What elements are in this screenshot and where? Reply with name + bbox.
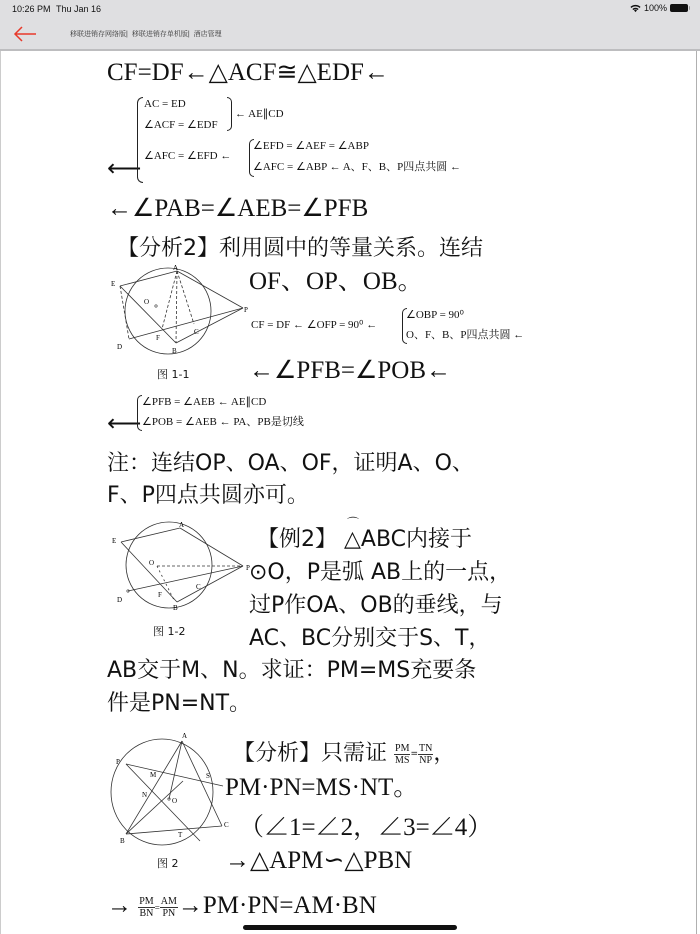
svg-text:C: C — [196, 583, 201, 591]
arrow-left-long: ⟵ — [107, 156, 142, 182]
note-line-1: 注：连结OP、OA、OF，证明A、O、 — [107, 451, 474, 476]
analysis-line-4: →△APM∽△PBN — [225, 847, 413, 874]
example2-line-1: 【例2】 △ABC内接于 — [257, 527, 473, 552]
eq-pob-aeb: ∠POB = ∠AEB ← PA、PB是切线 — [142, 416, 304, 428]
brace-left — [137, 97, 143, 183]
svg-text:C: C — [224, 821, 229, 829]
svg-text:E: E — [111, 280, 116, 288]
svg-text:P: P — [246, 564, 250, 572]
svg-text:O: O — [149, 559, 155, 567]
figure-1-2 — [106, 516, 251, 616]
svg-text:M: M — [150, 771, 157, 779]
figure-1-1 — [106, 264, 251, 359]
frac-den: MS — [395, 754, 410, 766]
svg-text:P: P — [116, 758, 120, 766]
line-pab: ←∠PAB=∠AEB=∠PFB — [107, 195, 369, 222]
frac-num: TN — [419, 742, 433, 754]
eq-cf-df-ofp: CF = DF ← ∠OFP = 90⁰ ← — [251, 319, 378, 331]
svg-text:A: A — [182, 732, 188, 740]
analysis-line-1: 【分析】只需证 $\frac{PM}{MS}$ = $\frac{TN}{NP}$ ， — [233, 741, 456, 766]
nav-link-standalone-edition[interactable]: 移联进销存单机版| — [131, 31, 190, 38]
eq-efd-aef-abp: ∠EFD = ∠AEF = ∠ABP — [253, 140, 369, 152]
analysis-line-3: （∠1=∠2，∠3=∠4） — [239, 814, 493, 841]
frac-num: AM — [160, 895, 177, 907]
frac-den: BN — [139, 907, 154, 919]
nav-bar — [0, 18, 700, 51]
status-date: Thu Jan 16 — [56, 4, 102, 14]
home-indicator[interactable] — [243, 925, 457, 930]
eq-acf-edf: ∠ACF = ∠EDF — [144, 119, 218, 131]
svg-text:O: O — [144, 298, 150, 306]
frac-num: PM — [395, 742, 410, 754]
example2-line-3: 过P作OA、OB的垂线，与 — [249, 593, 503, 618]
analysis-line-2: PM·PN=MS·NT。 — [225, 774, 419, 801]
line-pfb-pob: ←∠PFB=∠POB← — [249, 357, 452, 384]
comma: ， — [433, 741, 456, 766]
arrow-left-long-2: ⟵ — [107, 411, 142, 437]
scrollbar-thumb[interactable] — [696, 255, 697, 347]
svg-text:N: N — [142, 791, 148, 799]
svg-text:C: C — [194, 328, 199, 336]
fraction-pm-bn — [138, 896, 154, 919]
final-line: → $\frac{PM}{BN}$ = $\frac{AM}{PN}$ →PM·PN=AM·BN — [107, 892, 377, 919]
svg-text:F: F — [158, 591, 162, 599]
eq-ac-ed: AC = ED — [144, 98, 186, 110]
eq-ofbp-concyclic: O、F、B、P四点共圆 ← — [406, 329, 525, 341]
svg-text:A: A — [173, 264, 179, 272]
eq-afc-abp: ∠AFC = ∠ABP ← A、F、B、P四点共圆 ← — [253, 161, 461, 173]
fraction-tn-np — [418, 743, 433, 766]
nav-links — [70, 29, 222, 39]
frac-den: PN — [162, 907, 176, 919]
status-time: 10:26 PM — [12, 4, 51, 14]
brace-right — [227, 97, 232, 131]
nav-link-hotel-management[interactable]: 酒店管理 — [193, 31, 222, 38]
document-view[interactable] — [0, 51, 697, 934]
status-bar — [0, 0, 700, 18]
analysis2-continued: OF、OP、OB。 — [249, 268, 423, 295]
result-pm-pn-am-bn: →PM·PN=AM·BN — [177, 892, 377, 919]
arrow-left-icon — [12, 24, 38, 44]
figure-1-1-caption: 图 1-1 — [157, 368, 190, 381]
svg-text:T: T — [178, 831, 183, 839]
frac-den: NP — [419, 754, 433, 766]
back-button[interactable] — [12, 24, 38, 44]
wifi-icon — [630, 4, 641, 13]
line-cf-df: CF=DF←△ACF≅△EDF← — [107, 59, 389, 86]
fraction-am-pn — [160, 896, 178, 919]
svg-text:O: O — [172, 797, 178, 805]
frac-num: PM — [139, 895, 154, 907]
battery-full-icon — [670, 4, 688, 12]
svg-text:S: S — [206, 772, 210, 780]
svg-text:E: E — [112, 537, 117, 545]
figure-1-2-caption: 图 1-2 — [153, 625, 186, 638]
battery-percent: 100% — [643, 3, 667, 13]
reason-ae-cd: ← AE∥CD — [235, 108, 284, 120]
eq-obp-90: ∠OBP = 90⁰ — [406, 309, 464, 321]
figure-2 — [106, 729, 231, 849]
svg-text:P: P — [244, 306, 248, 314]
note-line-2: F、P四点共圆亦可。 — [107, 483, 309, 508]
example2-line-2: ⊙O，P是弧 AB上的一点， — [249, 560, 512, 585]
fraction-pm-ms — [394, 743, 410, 766]
example2-line-6: 件是PN=NT。 — [107, 691, 252, 716]
eq-afc-efd: ∠AFC = ∠EFD ← — [144, 150, 232, 162]
svg-text:F: F — [156, 334, 160, 342]
svg-text:B: B — [120, 837, 125, 845]
eq-pfb-aeb: ∠PFB = ∠AEB ← AE∥CD — [142, 396, 267, 408]
example2-line-5: AB交于M、N。求证：PM=MS充要条 — [107, 658, 477, 683]
figure-2-caption: 图 2 — [157, 857, 179, 870]
analysis2-title: 【分析2】利用圆中的等量关系。连结 — [117, 236, 483, 261]
svg-text:B: B — [173, 604, 178, 612]
arc-mark: ⌒ — [347, 516, 360, 530]
svg-text:D: D — [117, 343, 123, 351]
svg-text:B: B — [172, 347, 177, 355]
nav-link-network-edition[interactable]: 移联进销存网络版| — [70, 31, 128, 38]
example2-line-4: AC、BC分别交于S、T， — [249, 626, 491, 651]
analysis-label: 【分析】只需证 — [233, 741, 388, 766]
status-right — [630, 3, 688, 13]
svg-text:D: D — [117, 596, 123, 604]
svg-text:A: A — [179, 521, 185, 529]
arrow-right: → — [107, 892, 132, 919]
